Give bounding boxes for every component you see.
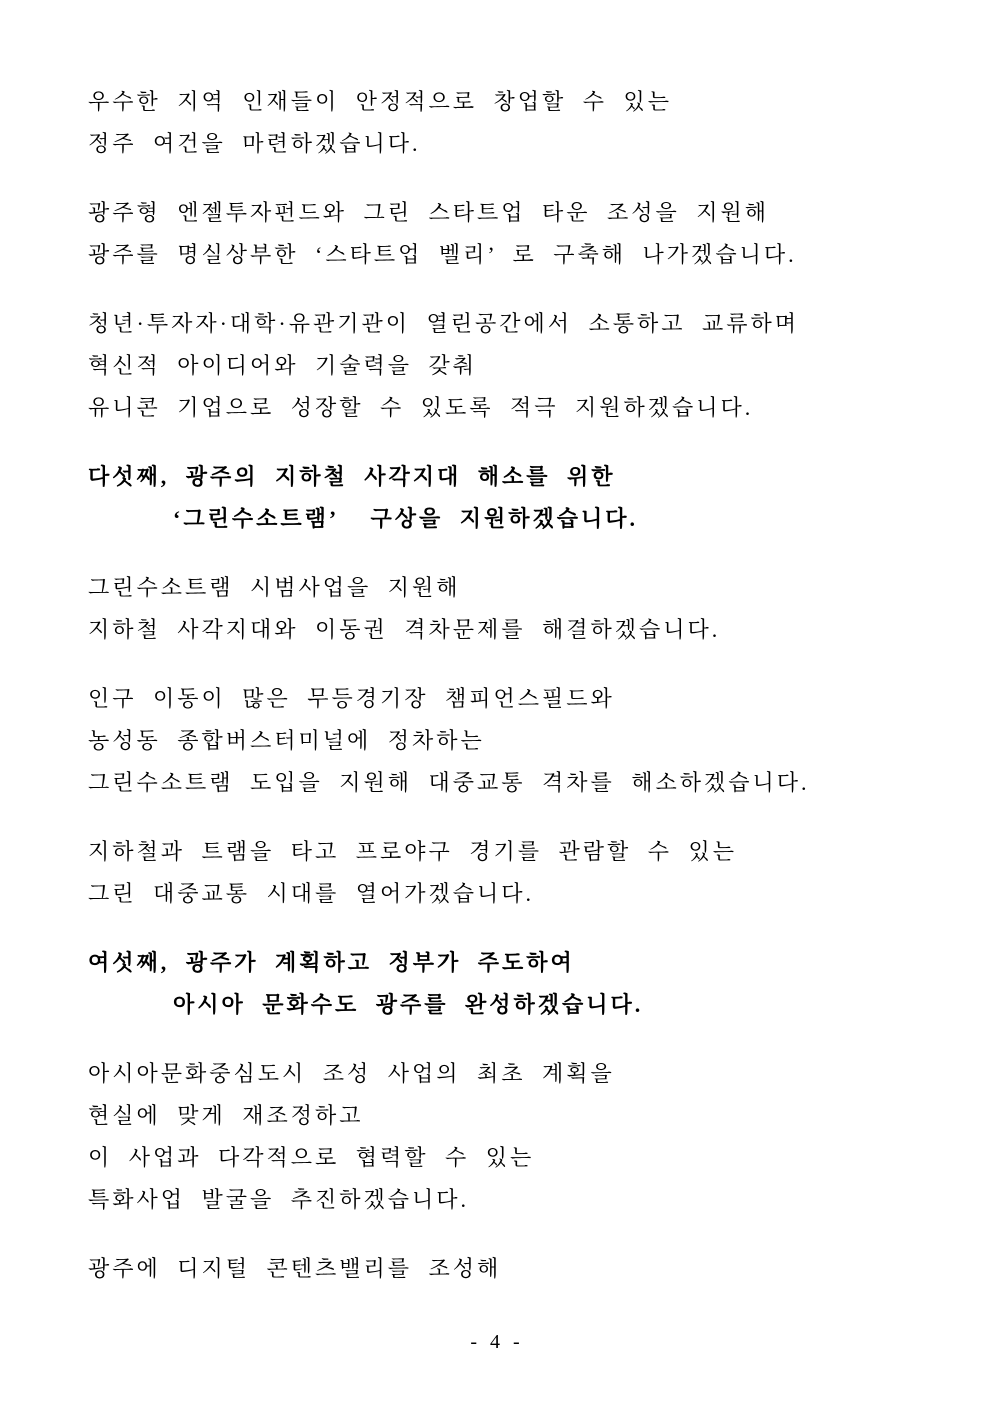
text-line: 현실에 맞게 재조정하고 [88,1103,364,1128]
text-line: 광주를 명실상부한 ‘스타트업 벨리’ 로 구축해 나가겠습니다. [88,242,797,267]
paragraph [88,678,942,804]
text-line: 광주에 디지털 콘텐츠밸리를 조성해 [88,1256,502,1281]
heading-line: ‘그린수소트램’ 구상을 지원하겠습니다. [173,506,639,531]
text-line: 유니콘 기업으로 성장할 수 있도록 적극 지원하겠습니다. [88,395,754,420]
heading-line: 아시아 문화수도 광주를 완성하겠습니다. [173,992,644,1017]
document-body [88,81,942,1317]
text-line: 정주 여건을 마련하겠습니다. [88,131,421,156]
text-line: 혁신적 아이디어와 기술력을 갖춰 [88,353,478,378]
text-line: 농성동 종합버스터미널에 정차하는 [88,728,485,753]
text-line: 아시아문화중심도시 조성 사업의 최초 계획을 [88,1061,615,1086]
text-line: 광주형 엔젤투자펀드와 그린 스타트업 타운 조성을 지원해 [88,200,770,225]
text-line: 인구 이동이 많은 무등경기장 챔피언스필드와 [88,686,615,711]
page-number: - 4 - [470,1331,522,1353]
section-heading-sixth [88,942,942,1026]
text-line: 그린수소트램 도입을 지원해 대중교통 격차를 해소하겠습니다. [88,770,810,795]
section-heading-fifth [88,456,942,540]
text-line: 특화사업 발굴을 추진하겠습니다. [88,1187,470,1212]
paragraph [88,1248,942,1290]
paragraph [88,81,942,165]
text-line: 그린 대중교통 시대를 열어가겠습니다. [88,881,535,906]
heading-line: 여섯째, 광주가 계획하고 정부가 주도하여 [88,950,575,975]
text-line: 우수한 지역 인재들이 안정적으로 창업할 수 있는 [88,89,673,114]
heading-line: 다섯째, 광주의 지하철 사각지대 해소를 위한 [88,464,616,489]
text-line: 그린수소트램 시범사업을 지원해 [88,575,461,600]
text-line: 청년·투자자·대학·유관기관이 열린공간에서 소통하고 교류하며 [88,311,800,336]
paragraph [88,1053,942,1221]
paragraph [88,303,942,429]
paragraph [88,192,942,276]
text-line: 지하철과 트램을 타고 프로야구 경기를 관람할 수 있는 [88,839,738,864]
text-line: 이 사업과 다각적으로 협력할 수 있는 [88,1145,535,1170]
paragraph [88,567,942,651]
paragraph [88,831,942,915]
text-line: 지하철 사각지대와 이동권 격차문제를 해결하겠습니다. [88,617,721,642]
